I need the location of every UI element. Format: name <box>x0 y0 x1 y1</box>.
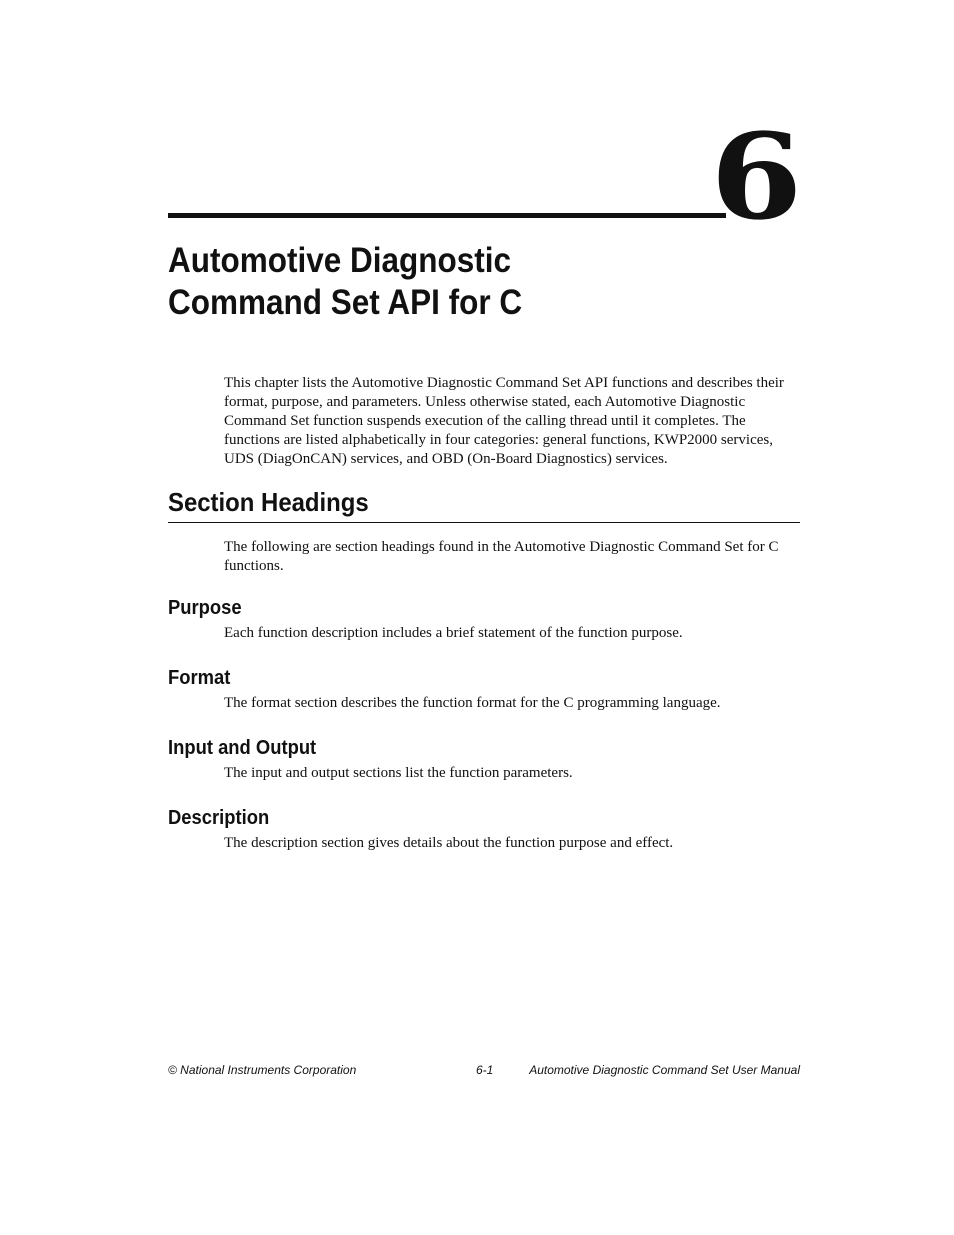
chapter-rule <box>168 213 726 218</box>
subsection-purpose <box>168 596 800 643</box>
subsection-heading-format: Format <box>168 667 231 689</box>
section-intro-paragraph: The following are section headings found in the Automotive Diagnostic Command Set for C functions. <box>224 539 779 574</box>
subsection-text-description: The description section gives details about the function purpose and effect. <box>224 835 674 851</box>
section-heading-text: Section Headings <box>168 487 369 517</box>
footer-copyright: © National Instruments Corporation <box>168 1063 357 1077</box>
footer-manual-title: Automotive Diagnostic Command Set User Manual <box>529 1063 800 1077</box>
section-heading <box>168 486 800 523</box>
subsection-format <box>168 666 800 713</box>
subsection-heading-description: Description <box>168 807 270 829</box>
subsection-text-purpose: Each function description includes a brief statement of the function purpose. <box>224 625 683 641</box>
subsection-text-format: The format section describes the function format for the C programming language. <box>224 695 721 711</box>
subsection-description <box>168 806 800 853</box>
subsection-heading-purpose: Purpose <box>168 597 242 619</box>
page-footer <box>168 1062 800 1078</box>
subsection-text-input-output: The input and output sections list the function parameters. <box>224 765 573 781</box>
subsection-heading-input-output: Input and Output <box>168 737 317 759</box>
subsection-input-output <box>168 736 800 783</box>
chapter-number: 6 <box>710 107 800 246</box>
chapter-title-line-1: Automotive Diagnostic <box>168 241 512 280</box>
chapter-intro-paragraph: This chapter lists the Automotive Diagnostic Command Set API functions and describes their format, purpose, and parameters. Unless otherwise stated, each Automotive Diagnostic Command Set function suspends execution of the calling thread until it completes. The functions are listed alphabetically in four categories: general functions, KWP2000 services, UDS (DiagOnCAN) services, and OBD (On-Board Diagnostics) services. <box>224 375 784 467</box>
chapter-title-line-2: Command Set API for C <box>168 283 523 322</box>
chapter-title <box>168 240 672 324</box>
footer-page-number: 6-1 <box>476 1063 494 1077</box>
